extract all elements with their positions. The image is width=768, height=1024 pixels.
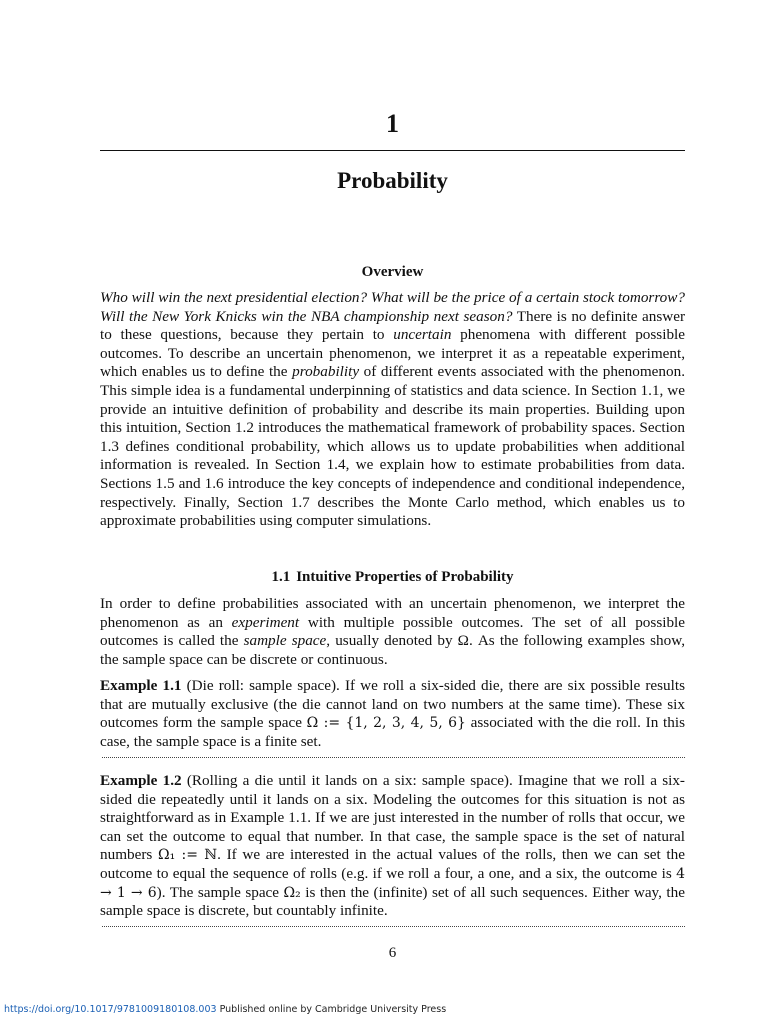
overview-heading: Overview <box>361 264 424 280</box>
example-1-2-text-1: Imagine that we roll a six-sided die repeatedly until it lands on a six. Modeling the outcomes for this situation is not as straightforward as in Example 1.1. If we are just interested in the number of rolls that occur, we can set the outcome to equal that number. In that case, the sample space is the set of natural numbers <box>100 772 685 864</box>
example-1-1-text-2: associated with the die roll. In this case, the sample space is a finite set. <box>100 714 685 750</box>
example-1-2-math-2: 4 → 1 → 6 <box>100 865 685 901</box>
section-intro-paragraph <box>100 595 685 669</box>
example-1-2-text-2: . If we are interested in the actual values of the rolls, then we can set the outcome to equal the sequence of rolls (e.g. if we roll a four, a one, and a six, the outcome is <box>100 846 685 882</box>
overview-em-probability: probability <box>292 363 360 381</box>
doi-link[interactable]: https://doi.org/10.1017/9781009180108.003 <box>4 1004 217 1015</box>
example-1-1-text-1: If we roll a six-sided die, there are six possible results that are mutually exclusive (the die cannot land on two numbers at the same time). These six outcomes form the sample space <box>100 677 685 732</box>
example-1-2 <box>100 772 685 921</box>
overview-text-2: phenomena with different possible outcomes. To describe an uncertain phenomenon, we interpret it as a repeatable experiment, which enables us to define the <box>100 326 685 381</box>
chapter-rule <box>100 150 685 151</box>
intro-text-2: with multiple possible outcomes. The set of all possible outcomes is called the <box>100 613 685 650</box>
overview-italic-lead: Who will win the next presidential election? What will be the price of a certain stock tomorrow? Will the New York Knicks win the NBA championship next season? <box>100 289 685 325</box>
example-1-2-math-3: Ω₂ <box>283 884 301 901</box>
overview-paragraph <box>100 289 685 531</box>
overview-em-uncertain: uncertain <box>393 326 452 344</box>
section-title: Intuitive Properties of Probability <box>296 569 514 585</box>
intro-em-sample-space: sample space <box>243 632 327 650</box>
example-1-2-label: Example 1.2 <box>100 772 182 789</box>
overview-text-3: of different events associated with the phenomenon. This simple idea is a fundamental underpinning of statistics and data science. In Section 1.1, we provide an intuitive definition of probability and describe its main properties. Building upon this intuition, Section 1.2 introduces the mathematical framework of probability spaces. Section 1.3 defines conditional probability, which allows us to update probabilities when additional information is revealed. In Section 1.4, we explain how to estimate probabilities from data. Sections 1.5 and 1.6 introduce the key concepts of independence and conditional independence, respectively. Finally, Section 1.7 describes the Monte Carlo method, which enables us to approximate probabilities using computer simulations. <box>100 363 685 530</box>
overview-text-1: There is no definite answer to these questions, because they pertain to <box>100 307 685 344</box>
chapter-number: 1 <box>386 109 399 138</box>
example-1-1-label: Example 1.1 <box>100 677 182 694</box>
example-1-2-end-rule <box>102 926 685 927</box>
footer <box>4 1004 446 1015</box>
example-1-1-caption: (Die roll: sample space). <box>181 677 340 694</box>
intro-text-1: In order to define probabilities associated with an uncertain phenomenon, we interpret the phenomenon as an <box>100 595 685 631</box>
footer-publisher: Published online by Cambridge University Press <box>216 1004 447 1015</box>
example-1-2-text-3: ). The sample space <box>156 883 284 901</box>
example-1-2-caption: (Rolling a die until it lands on a six: sample space). <box>181 772 513 789</box>
intro-text-3: , usually denoted by Ω. As the following examples show, the sample space can be discrete or continuous. <box>100 632 685 668</box>
section-number: 1.1 <box>271 569 291 585</box>
chapter-title: Probability <box>337 168 448 193</box>
example-1-1 <box>100 677 685 751</box>
section-heading <box>100 567 685 587</box>
example-1-2-text-4: is then the (infinite) set of all such sequences. Either way, the sample space is discrete, but countably infinite. <box>100 883 685 920</box>
page-number: 6 <box>388 945 397 961</box>
example-1-1-math-1: Ω := {1, 2, 3, 4, 5, 6} <box>306 715 466 732</box>
example-1-1-end-rule <box>102 757 685 758</box>
example-1-2-math-1: Ω₁ := ℕ <box>157 847 218 864</box>
intro-em-experiment: experiment <box>231 613 300 631</box>
